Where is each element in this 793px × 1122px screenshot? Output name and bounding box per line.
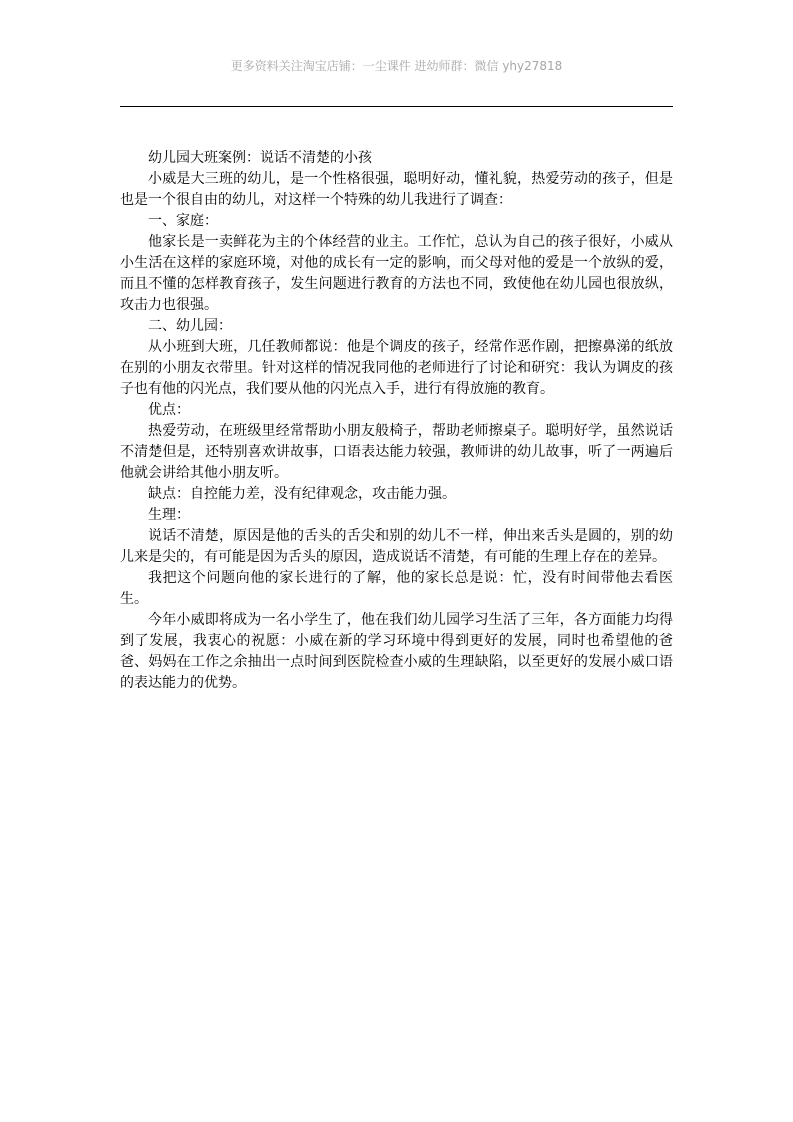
- paragraph-kindergarten: 从小班到大班，几任教师都说：他是个调皮的孩子，经常作恶作剧，把擦鼻涕的纸放在别的小朋友衣带里。针对这样的情况我同他的老师进行了讨论和研究：我认为调皮的孩子也有他的闪光点，我们要从他的闪光点入手，进行有得放施的教育。: [120, 339, 673, 397]
- document-title: 幼儿园大班案例：说话不清楚的小孩: [148, 150, 372, 166]
- paragraph-conclusion: 今年小威即将成为一名小学生了，他在我们幼儿园学习生活了三年，各方面能力均得到了发展，我衷心的祝愿：小威在新的学习环境中得到更好的发展，同时也希望他的爸爸、妈妈在工作之余抽出一点时间到医院检查小威的生理缺陷，以至更好的发展小威口语的表达能力的优势。: [120, 612, 673, 691]
- document-body: [120, 148, 673, 694]
- paragraph-physiology: 说话不清楚，原因是他的舌头的舌尖和别的幼儿不一样，伸出来舌头是圆的，别的幼儿来是尖的，有可能是因为舌头的原因，造成说话不清楚，有可能的生理上存在的差异。: [120, 528, 673, 565]
- page-header-text: 更多资料关注淘宝店铺：一尘课件 进幼师群：微信 yhy27818: [230, 59, 563, 73]
- section-heading-kindergarten: 二、幼儿园：: [148, 318, 232, 334]
- paragraph-family: 他家长是一卖鲜花为主的个体经营的业主。工作忙，总认为自己的孩子很好，小威从小生活在这样的家庭环境，对他的成长有一定的影响，而父母对他的爱是一个放纵的爱，而且不懂的怎样教育孩子，发生问题进行教育的方法也不同，致使他在幼儿园也很放纵，攻击力也很强。: [120, 234, 673, 313]
- paragraph-weaknesses: 缺点：自控能力差，没有纪律观念，攻击能力强。: [148, 486, 456, 502]
- paragraph-intro: 小威是大三班的幼儿，是一个性格很强，聪明好动，懂礼貌，热爱劳动的孩子，但是也是一个很自由的幼儿，对这样一个特殊的幼儿我进行了调查：: [120, 171, 673, 208]
- section-heading-physiology: 生理：: [148, 507, 190, 523]
- section-heading-strengths: 优点：: [148, 402, 190, 418]
- header-divider: [120, 106, 673, 107]
- paragraph-parents: 我把这个问题向他的家长进行的了解，他的家长总是说：忙，没有时间带他去看医生。: [120, 570, 673, 607]
- section-heading-family: 一、家庭：: [148, 213, 218, 229]
- paragraph-strengths: 热爱劳动，在班级里经常帮助小朋友般椅子，帮助老师擦桌子。聪明好学，虽然说话不清楚但是，还特别喜欢讲故事，口语表达能力较强，教师讲的幼儿故事，听了一两遍后他就会讲给其他小朋友听。: [120, 423, 673, 481]
